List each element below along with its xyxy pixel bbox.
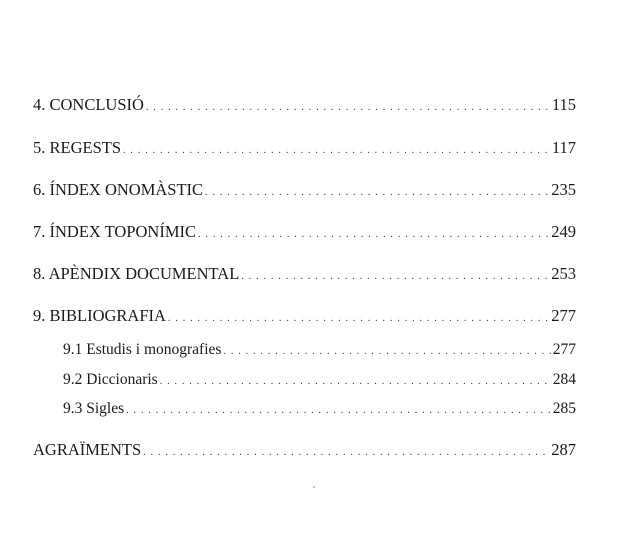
toc-entry-label: 7. ÍNDEX TOPONÍMIC bbox=[33, 222, 197, 241]
toc-entry-label: 4. CONCLUSIÓ bbox=[33, 95, 144, 114]
toc-entry-label: 9.2 Diccionaris bbox=[63, 371, 158, 388]
toc-subentry-sigles bbox=[63, 399, 576, 421]
dot-leader bbox=[198, 225, 549, 245]
dot-leader bbox=[160, 372, 551, 392]
dot-leader bbox=[143, 443, 549, 463]
toc-page-number: 253 bbox=[551, 264, 576, 283]
toc-page-number: 287 bbox=[551, 440, 576, 459]
toc-entry-agraiments bbox=[33, 440, 576, 463]
dot-leader bbox=[123, 141, 550, 161]
toc-page-number: 235 bbox=[551, 180, 576, 199]
dot-leader bbox=[205, 183, 549, 203]
toc-entry-conclusio bbox=[33, 95, 576, 118]
toc-entry-label: 5. REGESTS bbox=[33, 138, 122, 157]
toc-entry-label: 6. ÍNDEX ONOMÀSTIC bbox=[33, 180, 204, 199]
toc-entry-label: 9.1 Estudis i monografies bbox=[63, 341, 222, 358]
toc-subentry-diccionaris bbox=[63, 370, 576, 392]
toc-entry-index-toponimic bbox=[33, 222, 576, 245]
toc-entry-label: 8. APÈNDIX DOCUMENTAL bbox=[33, 264, 240, 283]
paper-speck bbox=[313, 486, 315, 488]
toc-entry-regests bbox=[33, 138, 576, 161]
toc-page-number: 284 bbox=[552, 371, 576, 388]
dot-leader bbox=[168, 309, 549, 329]
toc-entry-apendix-documental bbox=[33, 264, 576, 287]
toc-page-number: 115 bbox=[551, 95, 576, 114]
toc-page-number: 285 bbox=[552, 400, 576, 417]
toc-page-number: 117 bbox=[551, 138, 576, 157]
dot-leader bbox=[146, 98, 550, 118]
toc-entry-index-onomastic bbox=[33, 180, 576, 203]
toc-page-number: 277 bbox=[552, 341, 576, 358]
dot-leader bbox=[241, 267, 549, 287]
toc-entry-label: AGRAÏMENTS bbox=[33, 440, 142, 459]
dot-leader bbox=[126, 401, 551, 421]
toc-entry-label: 9. BIBLIOGRAFIA bbox=[33, 306, 166, 325]
toc-entry-bibliografia bbox=[33, 306, 576, 329]
toc-page-number: 277 bbox=[551, 306, 576, 325]
toc-subentry-estudis-monografies bbox=[63, 340, 576, 362]
toc-entry-label: 9.3 Sigles bbox=[63, 400, 125, 417]
dot-leader bbox=[223, 342, 550, 362]
toc-page-number: 249 bbox=[551, 222, 576, 241]
